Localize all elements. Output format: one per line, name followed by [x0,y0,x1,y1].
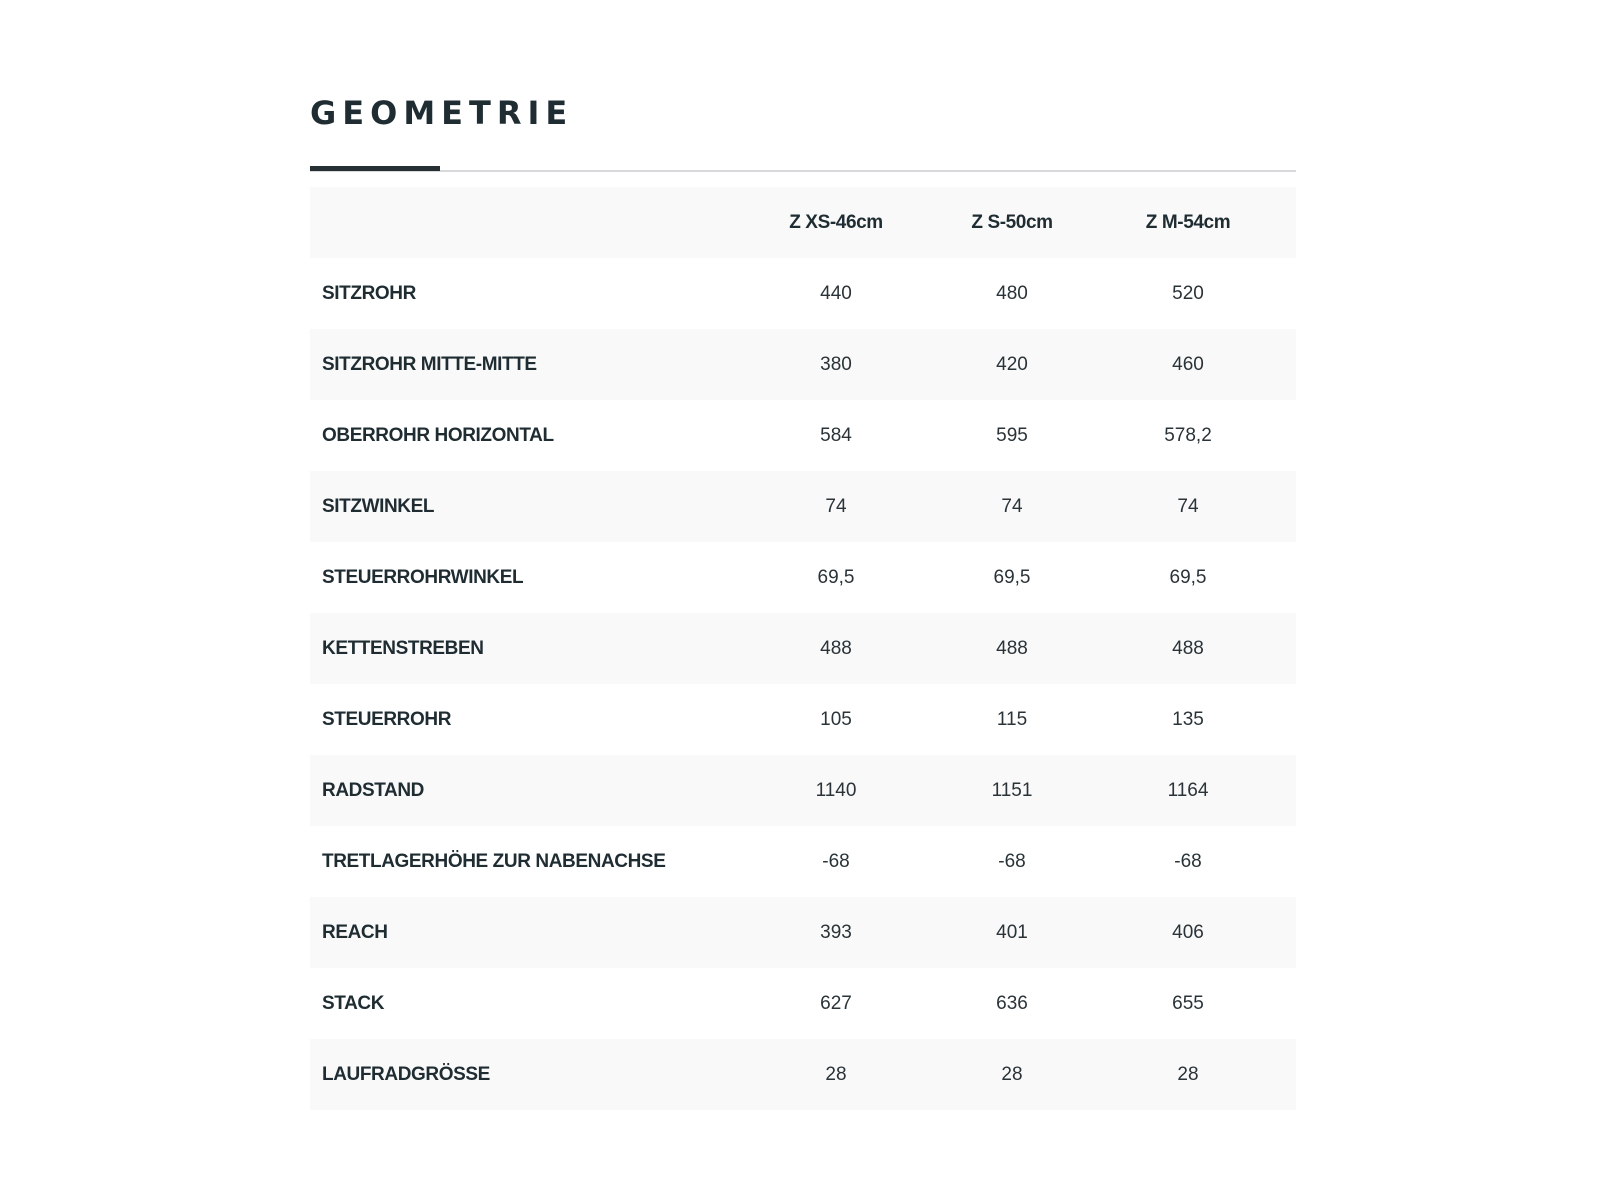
table-cell: 406 [1172,921,1204,943]
row-label: SITZWINKEL [322,495,435,517]
table-cell: 28 [1177,1063,1199,1085]
table-cell: 480 [996,282,1028,304]
table-cell: 28 [1001,1063,1023,1085]
table-cell: 584 [820,424,852,446]
table-row [310,258,1296,329]
column-header-s: Z S-50cm [971,211,1053,233]
table-cell: 69,5 [817,566,855,588]
table-cell: 135 [1172,708,1204,730]
table-row [310,400,1296,471]
title-divider-accent [310,166,440,171]
table-cell: 401 [996,921,1028,943]
table-cell: 74 [1001,495,1023,517]
row-label: LAUFRADGRÖSSE [322,1063,490,1085]
table-cell: 460 [1172,353,1204,375]
table-cell: 1140 [815,779,857,801]
table-cell: 636 [996,992,1028,1014]
table-cell: -68 [1174,850,1202,872]
table-row [310,897,1296,968]
table-cell: 380 [820,353,852,375]
row-label: KETTENSTREBEN [322,637,484,659]
table-cell: 520 [1172,282,1204,304]
table-cell: 1164 [1167,779,1209,801]
table-cell: 28 [825,1063,847,1085]
row-label: OBERROHR HORIZONTAL [322,424,554,446]
table-cell: 488 [996,637,1028,659]
table-cell: -68 [822,850,850,872]
column-header-xs: Z XS-46cm [789,211,883,233]
table-row [310,471,1296,542]
table-cell: 655 [1172,992,1204,1014]
table-row [310,542,1296,613]
table-cell: 74 [1177,495,1199,517]
table-row [310,755,1296,826]
table-header-row [310,187,1296,258]
table-header-empty [310,187,748,258]
table-cell: 595 [996,424,1028,446]
column-header-m: Z M-54cm [1145,211,1231,233]
table-row [310,1039,1296,1110]
table-cell: 69,5 [993,566,1031,588]
row-label: RADSTAND [322,779,424,801]
row-label: SITZROHR MITTE-MITTE [322,353,537,375]
row-label: TRETLAGERHÖHE ZUR NABENACHSE [322,850,666,872]
table-cell: 115 [996,708,1028,730]
table-cell: 488 [820,637,852,659]
table-cell: 393 [820,921,852,943]
table-row [310,826,1296,897]
table-cell: 578,2 [1164,424,1212,446]
title-divider [310,170,1296,172]
table-row [310,684,1296,755]
table-cell: 74 [825,495,847,517]
table-cell: 420 [996,353,1028,375]
section-title: GEOMETRIE [310,94,574,132]
table-row [310,968,1296,1039]
table-row [310,329,1296,400]
table-cell: 1151 [991,779,1033,801]
row-label: STEUERROHRWINKEL [322,566,524,588]
table-cell: 440 [820,282,852,304]
row-label: SITZROHR [322,282,416,304]
table-row [310,613,1296,684]
table-cell: -68 [998,850,1026,872]
table-cell: 69,5 [1169,566,1207,588]
row-label: STACK [322,992,385,1014]
table-cell: 627 [820,992,852,1014]
table-cell: 105 [820,708,852,730]
row-label: REACH [322,921,388,943]
geometry-table [310,187,1296,1110]
row-label: STEUERROHR [322,708,452,730]
table-cell: 488 [1172,637,1204,659]
